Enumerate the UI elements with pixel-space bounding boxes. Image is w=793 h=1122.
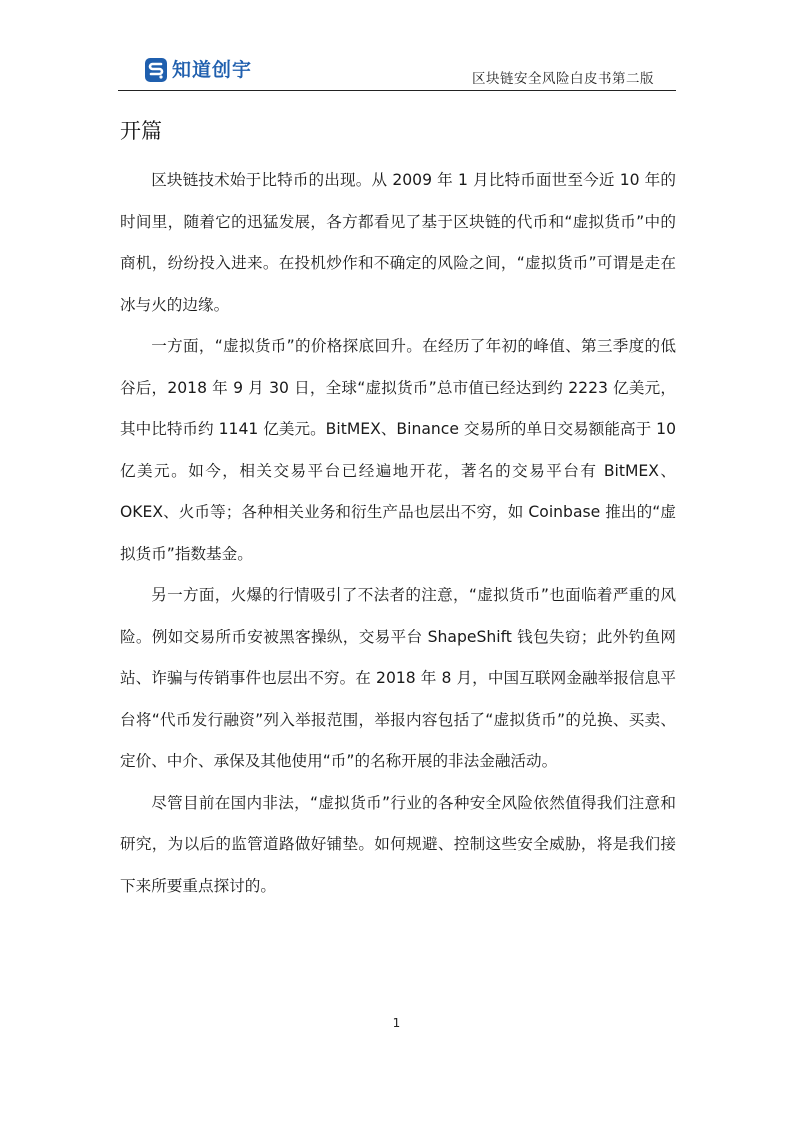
- logo-text: 知道创宇: [172, 59, 253, 81]
- logo-s-icon: [144, 57, 168, 83]
- paragraph: 一方面，“虚拟货币”的价格探底回升。在经历了年初的峰值、第三季度的低谷后，2018 年 9 月 30 日，全球“虚拟货币”总市值已经达到约 2223 亿美元，其中比特币约 1141 亿美元。BitMEX、Binance 交易所的单日交易额能高于 10 亿美元。如今，相关交易平台已经遍地开花，著名的交易平台有 BitMEX、OKEX、火币等；各种相关业务和衍生产品也层出不穷，如 Coinbase 推出的“虚拟货币”指数基金。: [120, 337, 676, 563]
- section-title: 开篇: [120, 119, 162, 143]
- paragraph: 另一方面，火爆的行情吸引了不法者的注意，“虚拟货币”也面临着严重的风险。例如交易所币安被黑客操纵，交易平台 ShapeShift 钱包失窃；此外钓鱼网站、诈骗与传销事件也层出不穷。在 2018 年 8 月，中国互联网金融举报信息平台将“代币发行融资”列入举报范围，举报内容包括了“虚拟货币”的兑换、买卖、定价、中介、承保及其他使用“币”的名称开展的非法金融活动。: [120, 586, 676, 770]
- paragraph: 尽管目前在国内非法，“虚拟货币”行业的各种安全风险依然值得我们注意和研究，为以后的监管道路做好铺垫。如何规避、控制这些安全威胁，将是我们接下来所要重点探讨的。: [120, 793, 676, 895]
- company-logo: [144, 56, 252, 84]
- body-content: [120, 160, 676, 907]
- paragraph: 区块链技术始于比特币的出现。从 2009 年 1 月比特币面世至今近 10 年的时间里，随着它的迅猛发展，各方都看见了基于区块链的代币和“虚拟货币”中的商机，纷纷投入进来。在投机炒作和不确定的风险之间，“虚拟货币”可谓是走在冰与火的边缘。: [120, 171, 676, 314]
- document-title: 区块链安全风险白皮书第二版: [472, 71, 654, 87]
- page-header: [118, 50, 676, 91]
- page-number: 1: [392, 1016, 401, 1030]
